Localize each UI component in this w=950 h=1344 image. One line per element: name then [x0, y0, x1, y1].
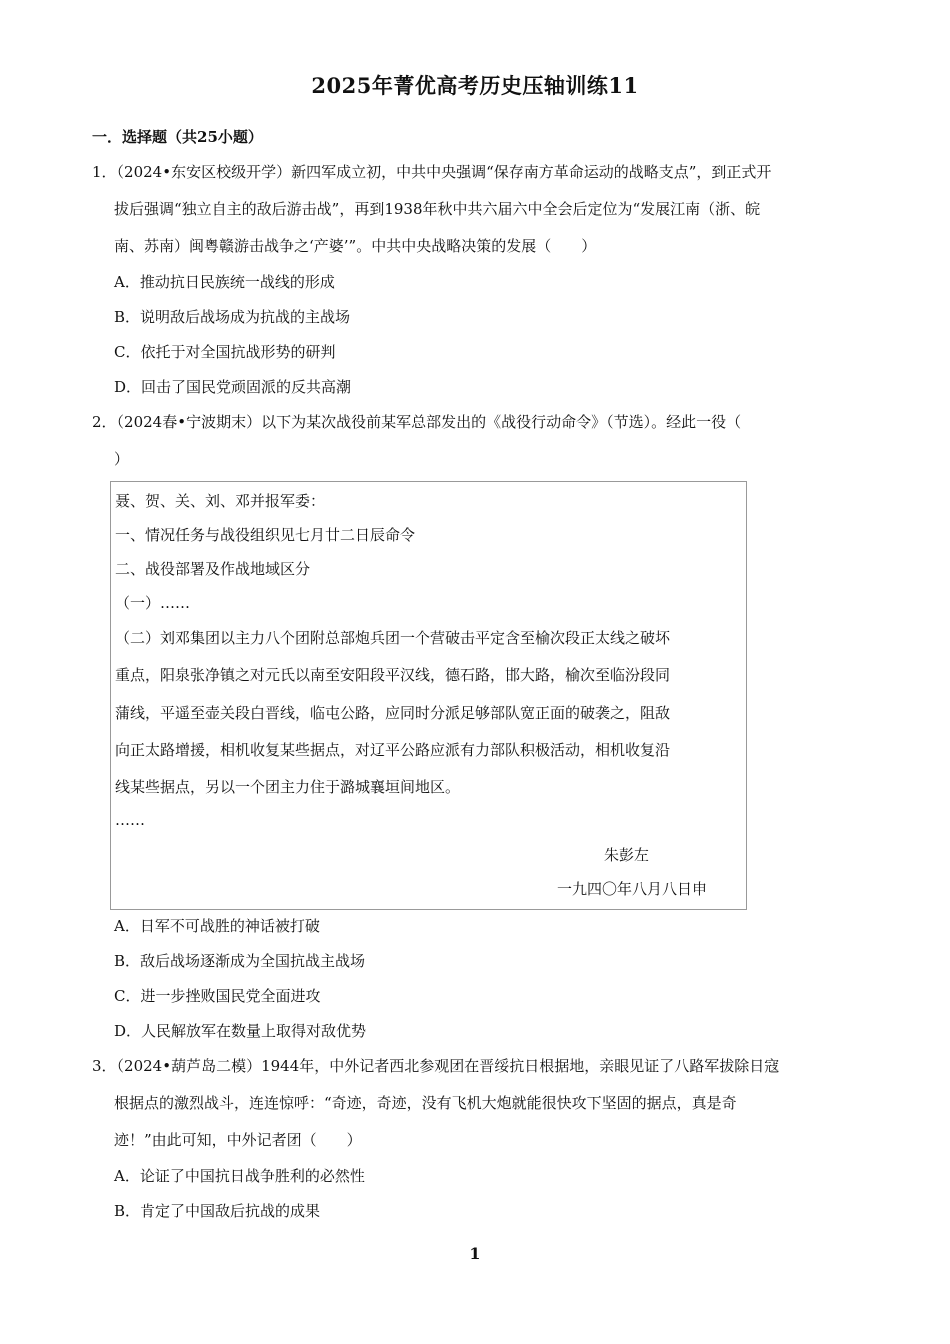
question-1-option-a[interactable]: A．推动抗日民族统一战线的形成 [114, 273, 335, 291]
question-1-stem [92, 154, 862, 265]
question-1-option-b[interactable]: B．说明敌后战场成为抗战的主战场 [114, 308, 351, 326]
order-line: 线某些据点，另以一个团主力住于潞城襄垣间地区。 [115, 778, 461, 796]
question-2-option-d[interactable]: D．人民解放军在数量上取得对敌优势 [114, 1022, 367, 1040]
order-signature: 朱彭左 [604, 846, 650, 864]
order-date: 一九四〇年八月八日申 [557, 880, 708, 898]
quoted-order-box [110, 481, 747, 910]
question-1-line: 拔后强调“独立自主的敌后游击战”，再到1938年秋中共六届六中全会后定位为“发展江南（浙、皖 [114, 200, 761, 218]
order-line: 一、情况任务与战役组织见七月廿二日辰命令 [115, 526, 416, 544]
page-number: 1 [469, 1244, 481, 1263]
question-3-option-a[interactable]: A．论证了中国抗日战争胜利的必然性 [114, 1167, 365, 1185]
question-3-line: 根据点的激烈战斗，连连惊呼：“奇迹，奇迹，没有飞机大炮就能很快攻下坚固的据点，真是奇 [114, 1094, 737, 1112]
question-3-stem [92, 1048, 862, 1159]
order-line: 蒲线，平遥至壶关段白晋线，临屯公路，应同时分派足够部队宽正面的破袭之，阻敌 [115, 704, 671, 722]
question-3-option-b[interactable]: B．肯定了中国敌后抗战的成果 [114, 1202, 321, 1220]
order-line: （一）…… [115, 594, 191, 612]
order-line: 重点，阳泉张净镇之对元氏以南至安阳段平汉线，德石路，邯大路，榆次至临汾段同 [115, 666, 671, 684]
question-1-line: 1．（2024•东安区校级开学）新四军成立初，中共中央强调“保存南方革命运动的战略支点”，到正式开 [92, 163, 772, 181]
order-line: 聂、贺、关、刘、邓并报军委： [115, 492, 326, 510]
question-2-stem [92, 404, 862, 478]
order-line: （二）刘邓集团以主力八个团附总部炮兵团一个营破击平定含至榆次段正太线之破坏 [115, 629, 671, 647]
section-heading: 一．选择题（共25小题） [92, 128, 263, 146]
question-2-option-a[interactable]: A．日军不可战胜的神话被打破 [114, 917, 320, 935]
order-line: 向正太路增援，相机收复某些据点，对辽平公路应派有力部队积极活动，相机收复沿 [115, 741, 671, 759]
question-1-line: 南、苏南）闽粤赣游击战争之‘产婆’”。中共中央战略决策的发展（ ） [114, 237, 597, 255]
question-3-line: 3．（2024•葫芦岛二模）1944年，中外记者西北参观团在晋绥抗日根据地，亲眼见证了八路军拔除日寇 [92, 1057, 780, 1075]
page-title: 2025年菁优高考历史压轴训练11 [311, 73, 639, 98]
order-line: 二、战役部署及作战地域区分 [115, 560, 311, 578]
question-1-option-d[interactable]: D．回击了国民党顽固派的反共高潮 [114, 378, 352, 396]
question-2-option-c[interactable]: C．进一步挫败国民党全面进攻 [114, 987, 321, 1005]
question-3-line: 迹！”由此可知，中外记者团（ ） [114, 1131, 362, 1149]
question-2-line: 2．（2024春•宁波期末）以下为某次战役前某军总部发出的《战役行动命令》（节选）。经此一役（ [92, 413, 742, 431]
question-1-option-c[interactable]: C．依托于对全国抗战形势的研判 [114, 343, 336, 361]
question-2-line: ） [114, 450, 130, 468]
order-line: …… [115, 811, 145, 829]
question-2-option-b[interactable]: B．敌后战场逐渐成为全国抗战主战场 [114, 952, 366, 970]
